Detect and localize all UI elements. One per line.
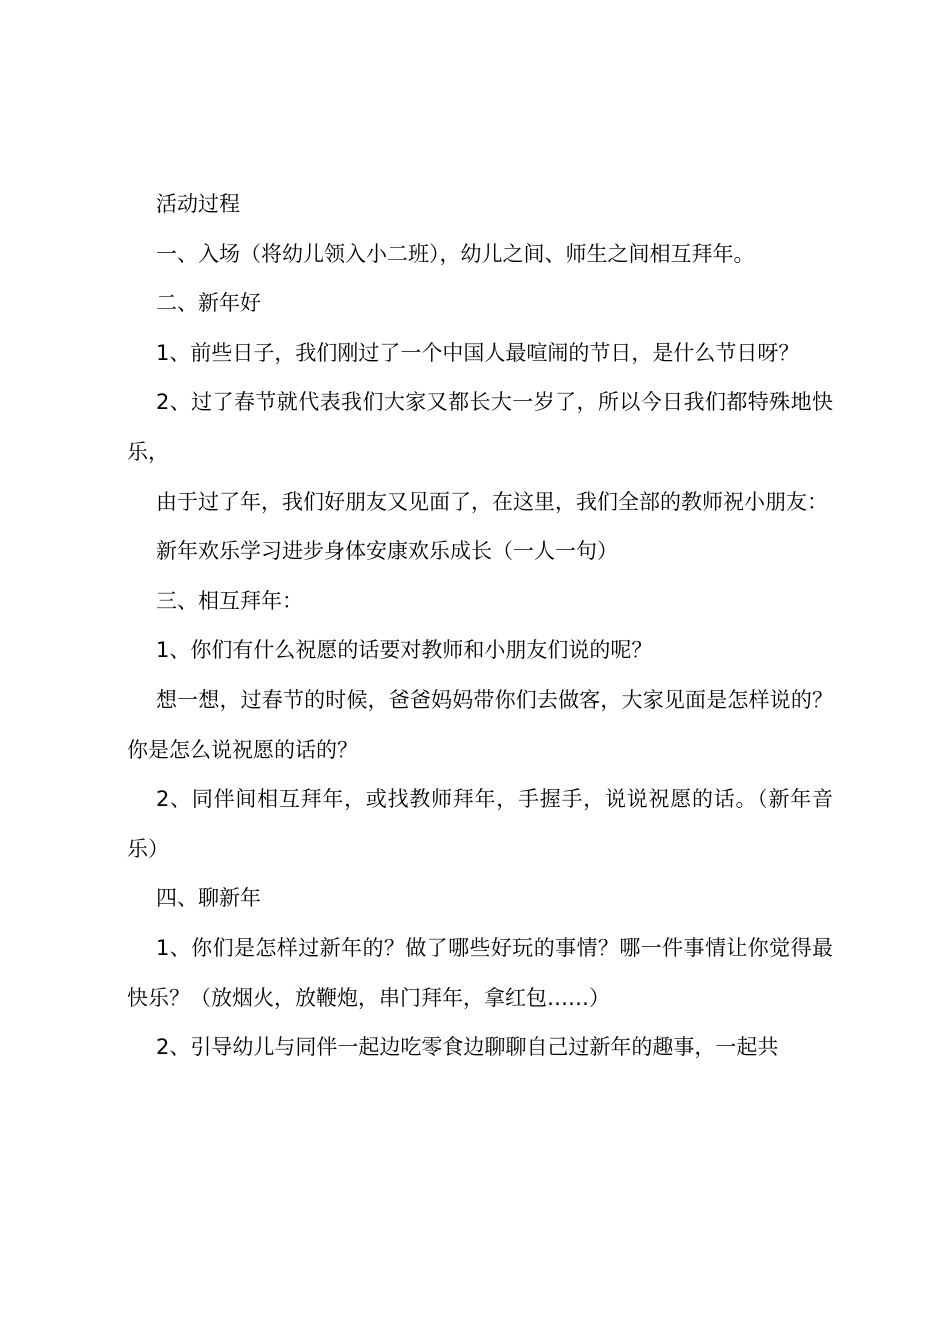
section-two-heading: 二、新年好: [156, 291, 261, 316]
section-four-heading: 四、聊新年: [156, 886, 261, 911]
section-two-paragraph: 由于过了年，我们好朋友又见面了，在这里，我们全部的教师祝小朋友：: [156, 489, 828, 514]
section-two-wishes: 新年欢乐学习进步身体安康欢乐成长（一人一句）: [156, 539, 618, 564]
section-one-entry: 一、入场（将幼儿领入小二班），幼儿之间、师生之间相互拜年。: [156, 241, 755, 266]
section-three-heading: 三、相互拜年：: [156, 588, 303, 613]
section-three-paragraph: 想一想，过春节的时候，爸爸妈妈带你们去做客，大家见面是怎样说的？你是怎么说祝愿的话的？: [127, 687, 833, 762]
section-three-item-2: 2、同伴间相互拜年，或找教师拜年，手握手，说说祝愿的话。（新年音乐）: [127, 787, 833, 861]
section-two-item-2: 2、过了春节就代表我们大家又都长大一岁了，所以今日我们都特殊地快乐，: [127, 390, 833, 464]
document-body: [127, 180, 833, 1073]
section-three-item-1: 1、你们有什么祝愿的话要对教师和小朋友们说的呢？: [156, 638, 653, 663]
section-four-item-1: 1、你们是怎样过新年的？做了哪些好玩的事情？哪一件事情让你觉得最快乐？（放烟火，放鞭炮，串门拜年，拿红包……）: [127, 935, 833, 1010]
heading-activity-process: 活动过程: [156, 192, 240, 216]
section-four-item-2: 2、引导幼儿与同伴一起边吃零食边聊聊自己过新年的趣事，一起共: [156, 1035, 779, 1060]
section-two-item-1: 1、前些日子，我们刚过了一个中国人最喧闹的节日，是什么节日呀？: [156, 340, 800, 365]
